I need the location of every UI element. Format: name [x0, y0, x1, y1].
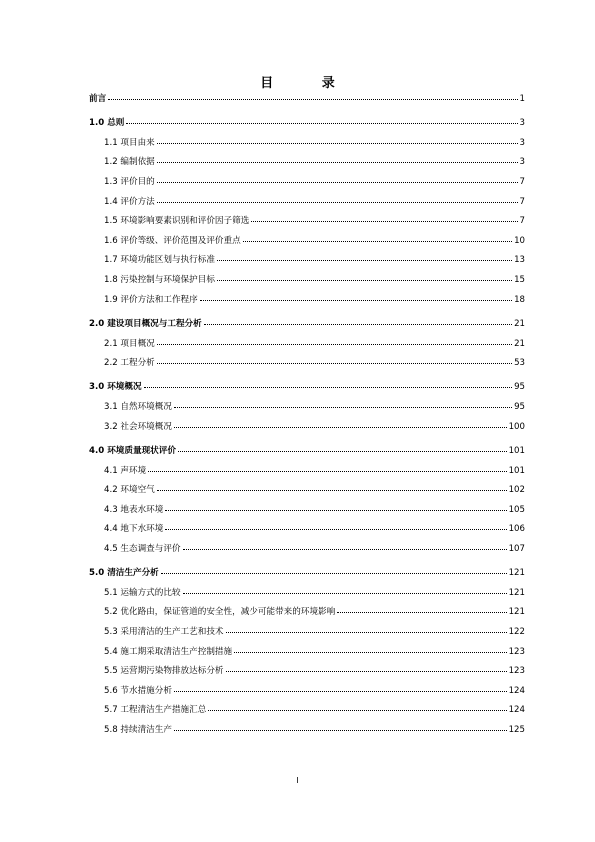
toc-title: 目 录: [260, 76, 357, 91]
toc-entry-page: 105: [508, 504, 525, 515]
toc-entry[interactable]: [89, 196, 525, 208]
toc-entry[interactable]: [89, 724, 525, 736]
toc-entry-page: 124: [508, 685, 525, 696]
toc-entry-label: 5.6 节水措施分析: [104, 685, 172, 696]
toc-entry[interactable]: [89, 318, 525, 330]
dot-leader: [157, 489, 507, 491]
toc-entry-page: 107: [508, 543, 525, 554]
dot-leader: [108, 98, 517, 100]
toc-entry[interactable]: [89, 338, 525, 350]
dot-leader: [157, 201, 518, 203]
dot-leader: [148, 470, 506, 472]
dot-leader: [144, 386, 512, 388]
toc-entry-page: 13: [514, 255, 525, 266]
dot-leader: [217, 279, 512, 281]
toc-entry-label: 1.5 环境影响要素识别和评价因子筛选: [104, 216, 250, 227]
toc-entry[interactable]: [89, 381, 525, 393]
toc-entry-page: 101: [508, 465, 525, 476]
toc-entry-label: 5.2 优化路由，保证管道的安全性，减少可能带来的环境影响: [104, 607, 336, 618]
toc-entry-label: 5.8 持续清洁生产: [104, 724, 172, 735]
dot-leader: [126, 122, 517, 124]
toc-entry-label: 1.3 评价目的: [104, 177, 155, 188]
toc-entry[interactable]: [89, 484, 525, 496]
dot-leader: [217, 259, 512, 261]
toc-entry[interactable]: [89, 646, 525, 658]
dot-leader: [208, 709, 506, 711]
dot-leader: [174, 690, 507, 692]
toc-entry[interactable]: [89, 401, 525, 413]
dot-leader: [226, 631, 507, 633]
toc-entry-label: 1.2 编制依据: [104, 157, 155, 168]
toc-entry-page: 121: [508, 607, 525, 618]
dot-leader: [157, 142, 518, 144]
toc-entry-page: 123: [508, 666, 525, 677]
toc-entry-page: 101: [508, 445, 525, 456]
toc-entry-label: 3.0 环境概况: [89, 382, 142, 393]
dot-leader: [234, 651, 506, 653]
dot-leader: [200, 299, 512, 301]
toc-entry-page: 3: [519, 137, 525, 148]
toc-entry-label: 2.2 工程分析: [104, 358, 155, 369]
toc-entry-label: 1.1 项目由来: [104, 137, 155, 148]
dot-leader: [174, 729, 507, 731]
toc-entry-page: 106: [508, 524, 525, 535]
dot-leader: [157, 362, 512, 364]
dot-leader: [178, 450, 507, 452]
dot-leader: [157, 343, 512, 345]
toc-entry-label: 1.7 环境功能区划与执行标准: [104, 255, 215, 266]
toc-entry[interactable]: [89, 117, 525, 129]
dot-leader: [204, 323, 512, 325]
dot-leader: [251, 220, 517, 222]
toc-entry-page: 7: [519, 196, 525, 207]
toc-entry-label: 1.6 评价等级、评价范围及评价重点: [104, 235, 241, 246]
toc-entry-label: 4.4 地下水环境: [104, 524, 164, 535]
toc-entry[interactable]: [89, 504, 525, 516]
dot-leader: [157, 161, 518, 163]
toc-entry-label: 1.0 总则: [89, 118, 125, 129]
toc-entry-label: 4.3 地表水环境: [104, 504, 164, 515]
dot-leader: [165, 528, 506, 530]
dot-leader: [174, 426, 507, 428]
toc-entry-page: 95: [514, 402, 525, 413]
page-number: I: [296, 776, 299, 785]
toc-entry-page: 7: [519, 177, 525, 188]
dot-leader: [226, 670, 507, 672]
dot-leader: [161, 572, 507, 574]
toc-entry-page: 1: [519, 94, 525, 104]
toc-entry-page: 95: [514, 382, 525, 393]
toc-entry[interactable]: [89, 445, 525, 457]
dot-leader: [183, 592, 507, 594]
toc-entry-page: 122: [508, 626, 525, 637]
toc-entry-label: 4.0 环境质量现状评价: [89, 445, 176, 456]
toc-entry-page: 125: [508, 724, 525, 735]
toc-entry[interactable]: [89, 274, 525, 286]
dot-leader: [183, 548, 507, 550]
toc-entry[interactable]: [89, 685, 525, 697]
toc-entry-label: 1.8 污染控制与环境保护目标: [104, 275, 215, 286]
toc-entry[interactable]: [89, 421, 525, 433]
toc-entry[interactable]: [89, 294, 525, 306]
toc-entry-label: 5.7 工程清洁生产措施汇总: [104, 705, 207, 716]
toc-entry[interactable]: [89, 567, 525, 579]
toc-entry[interactable]: [89, 465, 525, 477]
toc-entry-page: 3: [519, 118, 525, 129]
toc-entry-label: 4.1 声环境: [104, 465, 147, 476]
toc-entry-label: 5.1 运输方式的比较: [104, 587, 181, 598]
toc-entry-page: 100: [508, 421, 525, 432]
toc-entry-label: 1.9 评价方法和工作程序: [104, 294, 198, 305]
toc-entry-label: 5.0 清洁生产分析: [89, 568, 159, 579]
toc-entry[interactable]: [89, 587, 525, 599]
toc-entry[interactable]: [89, 543, 525, 555]
toc-entry[interactable]: [89, 665, 525, 677]
toc-entry-page: 3: [519, 157, 525, 168]
toc-entry-page: 123: [508, 646, 525, 657]
toc-entry-label: 1.4 评价方法: [104, 196, 155, 207]
toc-entry[interactable]: [89, 137, 525, 149]
toc-entry-label: 5.5 运营期污染物排放达标分析: [104, 666, 224, 677]
toc-entry-page: 21: [514, 318, 525, 329]
table-of-contents: [89, 93, 525, 736]
toc-entry-label: 前言: [89, 94, 107, 104]
dot-leader: [337, 611, 506, 613]
dot-leader: [157, 181, 518, 183]
toc-entry-label: 2.1 项目概况: [104, 338, 155, 349]
toc-entry[interactable]: [89, 215, 525, 227]
toc-entry[interactable]: [89, 93, 525, 105]
toc-entry[interactable]: [89, 626, 525, 638]
dot-leader: [174, 406, 512, 408]
toc-entry-label: 3.1 自然环境概况: [104, 402, 172, 413]
toc-entry[interactable]: [89, 523, 525, 535]
toc-entry[interactable]: [89, 254, 525, 266]
dot-leader: [165, 509, 506, 511]
toc-entry-page: 18: [514, 294, 525, 305]
toc-entry-label: 5.4 施工期采取清洁生产控制措施: [104, 646, 233, 657]
toc-entry[interactable]: [89, 606, 525, 618]
toc-entry-page: 121: [508, 587, 525, 598]
toc-entry-label: 5.3 采用清洁的生产工艺和技术: [104, 626, 224, 637]
toc-entry-label: 4.5 生态调查与评价: [104, 543, 181, 554]
toc-entry-label: 4.2 环境空气: [104, 485, 155, 496]
toc-entry[interactable]: [89, 704, 525, 716]
toc-entry-page: 21: [514, 338, 525, 349]
toc-entry-page: 7: [519, 216, 525, 227]
toc-entry-page: 15: [514, 275, 525, 286]
toc-entry[interactable]: [89, 176, 525, 188]
toc-entry-label: 2.0 建设项目概况与工程分析: [89, 318, 202, 329]
toc-entry[interactable]: [89, 357, 525, 369]
toc-entry-page: 53: [514, 358, 525, 369]
toc-entry[interactable]: [89, 235, 525, 247]
toc-entry-page: 10: [514, 235, 525, 246]
toc-entry-label: 3.2 社会环境概况: [104, 421, 172, 432]
toc-entry[interactable]: [89, 156, 525, 168]
toc-entry-page: 121: [508, 568, 525, 579]
toc-entry-page: 124: [508, 705, 525, 716]
toc-entry-page: 102: [508, 485, 525, 496]
dot-leader: [243, 240, 512, 242]
